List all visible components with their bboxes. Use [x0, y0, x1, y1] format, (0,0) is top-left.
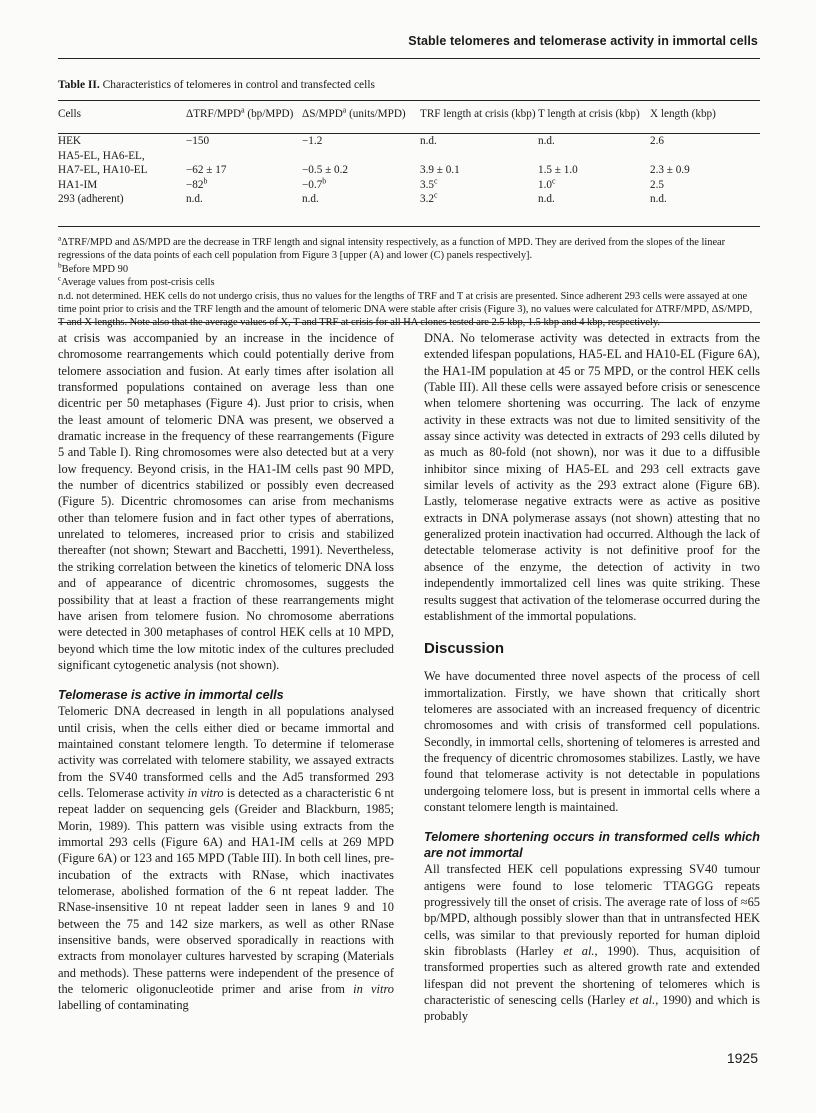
footnote-a: $^a$ΔTRF/MPD and ΔS/MPD are the decrease in TRF length and signal intensity respectively, as a function of MPD. They are derived from the slopes of the linear regressions of the data points of each cell population from Figure 3 [upper (A) and lower (C) panels respectively]. — [58, 234, 726, 262]
table-cell: 1.0$^c$ — [538, 176, 556, 191]
header-t-crisis: T length at crisis (kbp) — [538, 108, 640, 120]
header-dtrf: ΔTRF/MPD$^a$ (bp/MPD) — [186, 105, 294, 120]
body-paragraph: at crisis was accompanied by an increase in the incidence of chromosome rearrangements which could potentially derive from telomere association and fusion. At early times after isolation all transformed populations contained on average less than one dicentric per 50 metaphases (Figure 4). Just prior to crisis, when the least amount of telomeric DNA was present, we observed a dramatic increase in the frequency of these rearrangements (Figure 5 and Table I). Ring chromosomes were also detected but at a very low frequency. Beyond crisis, in the HA1-IM cells past 90 MPD, the number of dicentrics stabilized or possibly even decreased (Figure 5). Dicentric chromosomes can arise from mechanisms other than telomere fusion and in fact other types of aberrations, unrelated to telomeres, increased prior to crisis and stabilized thereafter (not shown; Stewart and Bacchetti, 1991). Nevertheless, the striking correlation between the kinetics of telomeric DNA loss and of appearance of dicentric chromosomes, suggests the possibility that at least a fraction of these rearrangements might have arisen from telomere fusion. No chromosome aberrations were detected in 300 metaphases of control HEK cells at 10 MPD, beyond which time the low mitotic index of the cultures precluded significant cytogenetic analysis (not shown). — [58, 331, 394, 672]
table-cell — [420, 149, 538, 164]
table-cell: HA1-IM — [58, 178, 98, 191]
table-cell: n.d. — [538, 193, 555, 206]
table-caption-label: Table II. — [58, 79, 100, 91]
table-row — [58, 192, 760, 207]
table-header-row — [58, 106, 760, 134]
page-number: 1925 — [726, 1050, 758, 1066]
section-heading: Discussion — [424, 640, 505, 658]
table-row — [58, 163, 760, 178]
table-cell: n.d. — [420, 135, 437, 147]
table-cell: n.d. — [650, 193, 667, 206]
footnote-nd: n.d. not determined. HEK cells do not undergo crisis, thus no values for the lengths of TRF and T at crisis are presented. Since adherent 293 cells were assayed at one time point prior to crisis and the TRF length and the amount of telomeric DNA were stable after crisis (Figure 3), no values were calculated for ΔTRF/MPD, ΔS/MPD, T and X lengths. Note also that the average values of X, T and TRF at crisis for all HA clones tested are 2.5 kbp, 1.5 kbp and 4 kbp, respectively. — [58, 290, 753, 329]
table-cell: $-82^b$ — [186, 176, 208, 191]
table-cell: −0.7$^b$ — [302, 176, 327, 191]
table-footnotes — [58, 236, 760, 330]
table-cell: 3.9 ± 0.1 — [420, 164, 460, 177]
telomere-characteristics-table — [58, 106, 760, 207]
header-ds: ΔS/MPD$^a$ (units/MPD) — [302, 105, 406, 120]
table-cell: 2.3 ± 0.9 — [650, 164, 690, 177]
left-column — [58, 330, 394, 1014]
table-cell: 2.5 — [650, 178, 664, 191]
table-header-rule — [58, 133, 760, 134]
table-cell: 2.6 — [650, 135, 664, 147]
table-cell: 3.2$^c$ — [420, 190, 438, 206]
body-paragraph: DNA. No telomerase activity was detected in extracts from the extended lifespan populations, HA5-EL and HA10-EL (Figure 6A), the HA1-IM population at 45 or 75 MPD, or the control HEK cells (Table III). All these cells were assayed before crisis or senescence when telomere shortening was occurring. The lack of enzyme activity in these extracts was not due to limited sensitivity of the assay since activity was detected in extracts of 293 cells diluted by as much as 80-fold (not shown), nor was it due to a diffusible inhibitor since mixing of HA5-EL and 293 cell extracts gave similar levels of activity as the 293 extract alone (Figure 6B). Lastly, telomerase negative extracts were as active as positive extracts in DNA polymerase assays (not shown) attesting that no generalized protein inactivation had occurred. Although the lack of detectable telomerase activity is not definitive proof for the absence of the enzyme, the detection of activity in two independently immortalized cell lines was quite striking. These results suggest that activation of the telomerase occurred during the establishment of the immortal populations. — [424, 331, 760, 623]
table-row — [58, 149, 760, 164]
footnote-b: $^b$Before MPD 90 — [58, 261, 129, 275]
table-cell: −150 — [186, 135, 210, 147]
table-cell: 3.5$^c$ — [420, 176, 438, 191]
table-caption-text: Characteristics of telomeres in control and transfected cells — [102, 79, 376, 91]
table-row — [58, 178, 760, 193]
table-cell: HA5-EL, HA6-EL, — [58, 149, 145, 162]
body-paragraph: All transfected HEK cell populations expressing SV40 tumour antigens were found to lose telomeric TTAGGG repeats progressively till the onset of crisis. The average rate of loss of ≈65 bp/MPD, although possibly slower than that in untransfected HEK cells, was similar to that previously reported for human diploid skin fibroblasts (Harley et al., 1990). Thus, acquisition of transformed properties such as altered growth rate and extended lifespan did not prevent the shortening of telomeres which is characteristic of senescing cells (Harley et al., 1990) and which is probably — [424, 862, 760, 1024]
table-caption — [58, 79, 375, 91]
footnote-c: $^c$Average values from post-crisis cells — [58, 274, 215, 289]
table-cell: −62 ± 17 — [186, 164, 227, 177]
subsection-heading: Telomerase is active in immortal cells — [58, 688, 284, 703]
header-rule — [58, 58, 760, 59]
running-head: Stable telomeres and telomerase activity in immortal cells — [408, 34, 758, 48]
header-trf-crisis: TRF length at crisis (kbp) — [420, 108, 536, 120]
table-cell: HEK — [58, 135, 81, 147]
table-cell: n.d. — [538, 135, 555, 147]
table-cell: n.d. — [186, 193, 203, 206]
subsection-heading: Telomere shortening occurs in transformed cells which are not immortal — [424, 830, 760, 861]
body-paragraph: We have documented three novel aspects of the process of cell immortalization. Firstly, we have shown that critically short telomeres are associated with an increased frequency of dicentric chromosomes and with crisis of transformed cell populations. Secondly, in immortal cells, shortening of telomeres is arrested and the frequency of dicentric chromosomes stabilizes. Lastly, we have found that telomerase activity is not detectable in populations undergoing telomere loss, but is present in immortal cells where a constant telomere length is maintained. — [424, 669, 760, 814]
right-column — [424, 330, 760, 1025]
table-cell — [302, 149, 420, 164]
footnote-rule — [58, 322, 760, 323]
table-row — [58, 134, 760, 149]
table-cell: HA7-EL, HA10-EL — [58, 164, 148, 177]
table-cell: −1.2 — [302, 135, 323, 147]
table-cell: −0.5 ± 0.2 — [302, 164, 349, 177]
body-paragraph: Telomeric DNA decreased in length in all populations analysed until crisis, when the cells either died or became immortal and maintained constant telomere length. To determine if telomerase activity was correlated with telomere stability, we assayed extracts from the SV40 transformed cells and the Ad5 transformed 293 cells. Telomerase activity in vitro is detected as a characteristic 6 nt repeat ladder on sequencing gels (Greider and Blackburn, 1985; Morin, 1989). This pattern was visible using extracts from the immortal 293 cells (Figure 6A) and HA1-IM cells at 269 MPD (Figure 6A) or 123 and 165 MPD (Table III). In both cell lines, pre-incubation of the extracts with RNase, which inactivates telomerase, abolished formation of the 6 nt repeat ladder. The RNase-insensitive 10 nt repeat ladder seen in lanes 9 and 10 between the 75 and 142 size markers, as well as other RNase insensitive bands, were observed sporadically in reactions with extracts from monolayer cultures harvested by scraping (Materials and methods). These patterns were independent of the presence of the telomeric oligonucleotide primer and arise from in vitro labelling of contaminating — [58, 704, 395, 1013]
table-cell: n.d. — [302, 193, 319, 206]
header-cells: Cells — [58, 108, 81, 120]
table-cell: 1.5 ± 1.0 — [538, 164, 578, 177]
table-cell — [186, 149, 302, 164]
table-bottom-rule — [58, 226, 760, 227]
table-cell — [538, 149, 650, 164]
header-x-length: X length (kbp) — [650, 108, 716, 120]
table-cell: 293 (adherent) — [58, 193, 124, 206]
table-cell — [650, 149, 760, 164]
table-top-rule — [58, 100, 760, 101]
